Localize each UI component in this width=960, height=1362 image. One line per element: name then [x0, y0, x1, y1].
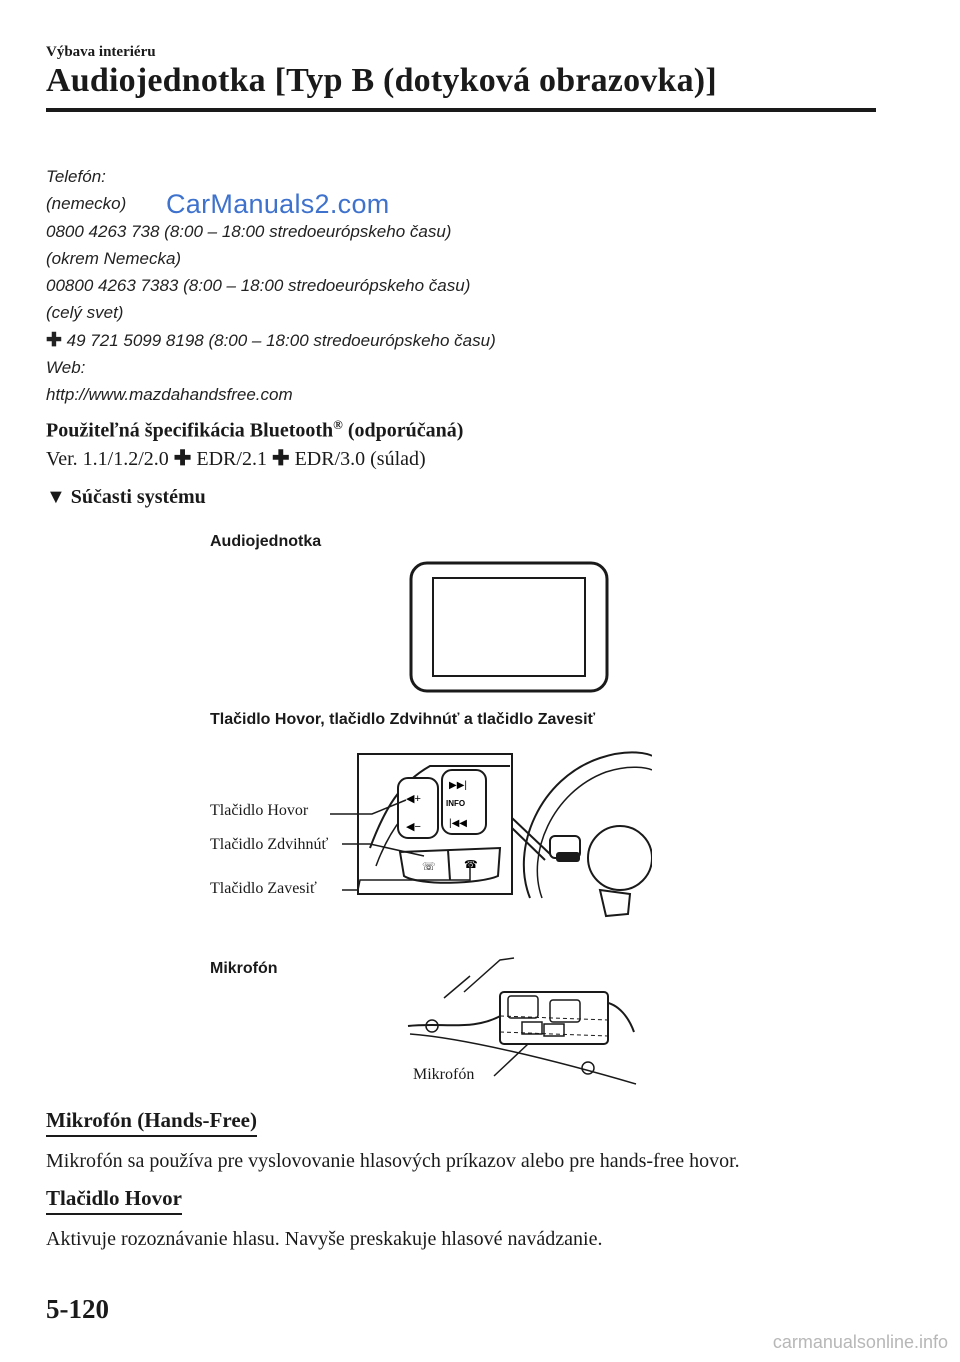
contact-line: 00800 4263 7383 (8:00 – 18:00 stredoeurópskeho času): [46, 276, 471, 296]
spec-heading-text: Použiteľná špecifikácia Bluetooth: [46, 419, 334, 442]
plus-icon: ✚: [46, 329, 62, 351]
svg-text:▶▶|: ▶▶|: [449, 780, 467, 791]
steering-buttons-illustration: [330, 748, 652, 933]
audio-unit-label: Audiojednotka: [210, 533, 322, 550]
watermark-bottom[interactable]: carmanualsonline.info: [772, 1332, 948, 1352]
svg-text:☎: ☎: [464, 858, 478, 871]
section-label: Výbava interiéru: [46, 44, 156, 60]
term-talk-button-description: Aktivuje rozoznávanie hlasu. Navyše preskakuje hlasové navádzanie.: [46, 1228, 603, 1250]
audio-unit-illustration: [408, 560, 610, 696]
contact-line: 0800 4263 738 (8:00 – 18:00 stredoeurópskeho času): [46, 221, 452, 241]
info-button-label: INFO: [446, 799, 466, 808]
plus-icon: ✚: [173, 446, 192, 470]
page-title: Audiojednotka [Typ B (dotyková obrazovka)]: [46, 62, 717, 99]
triangle-down-icon: ▼: [46, 486, 66, 508]
contact-line: (celý svet): [46, 303, 124, 323]
svg-text:|◀◀: |◀◀: [449, 818, 467, 829]
spec-heading: [46, 417, 463, 443]
svg-text:☏: ☏: [422, 860, 436, 873]
term-talk-button: Tlačidlo Hovor: [46, 1186, 182, 1215]
page-number: 5-120: [46, 1294, 109, 1324]
contact-line: (okrem Nemecka): [46, 248, 182, 268]
contact-line: [46, 327, 496, 354]
spec-ver-c: EDR/3.0 (súlad): [289, 448, 426, 470]
subsection-heading: [46, 486, 206, 509]
svg-text:◀+: ◀+: [406, 793, 421, 805]
watermark-top[interactable]: CarManuals2.com: [166, 189, 390, 219]
contact-line: Telefón:: [46, 167, 106, 186]
plus-icon: ✚: [271, 446, 290, 470]
spec-ver-a: Ver. 1.1/1.2/2.0: [46, 448, 174, 470]
registered-mark: ®: [333, 417, 343, 432]
term-microphone-description: Mikrofón sa používa pre vyslovovanie hlasových príkazov alebo pre hands-free hovor.: [46, 1150, 740, 1172]
title-divider: [46, 108, 876, 112]
spec-ver-b: EDR/2.1: [191, 448, 272, 470]
callout-talk-button: Tlačidlo Hovor: [210, 802, 309, 819]
microphone-label: Mikrofón: [210, 960, 278, 977]
contact-line: Web:: [46, 358, 86, 378]
callout-microphone: Mikrofón: [413, 1066, 475, 1083]
svg-text:◀−: ◀−: [406, 821, 421, 833]
contact-link[interactable]: http://www.mazdahandsfree.com: [46, 385, 293, 405]
contact-phone-international: 49 721 5099 8198 (8:00 – 18:00 stredoeurópskeho času): [66, 330, 496, 350]
spec-heading-suffix: (odporúčaná): [342, 419, 464, 442]
term-microphone: Mikrofón (Hands-Free): [46, 1108, 257, 1137]
contact-line: (nemecko): [46, 194, 127, 214]
subsection-title: Súčasti systému: [70, 486, 206, 508]
callout-pickup-button: Tlačidlo Zdvihnúť: [210, 836, 329, 853]
spec-versions: [46, 446, 426, 471]
buttons-label: Tlačidlo Hovor, tlačidlo Zdvihnúť a tlačidlo Zavesiť: [210, 711, 596, 728]
callout-hangup-button: Tlačidlo Zavesiť: [210, 880, 317, 897]
